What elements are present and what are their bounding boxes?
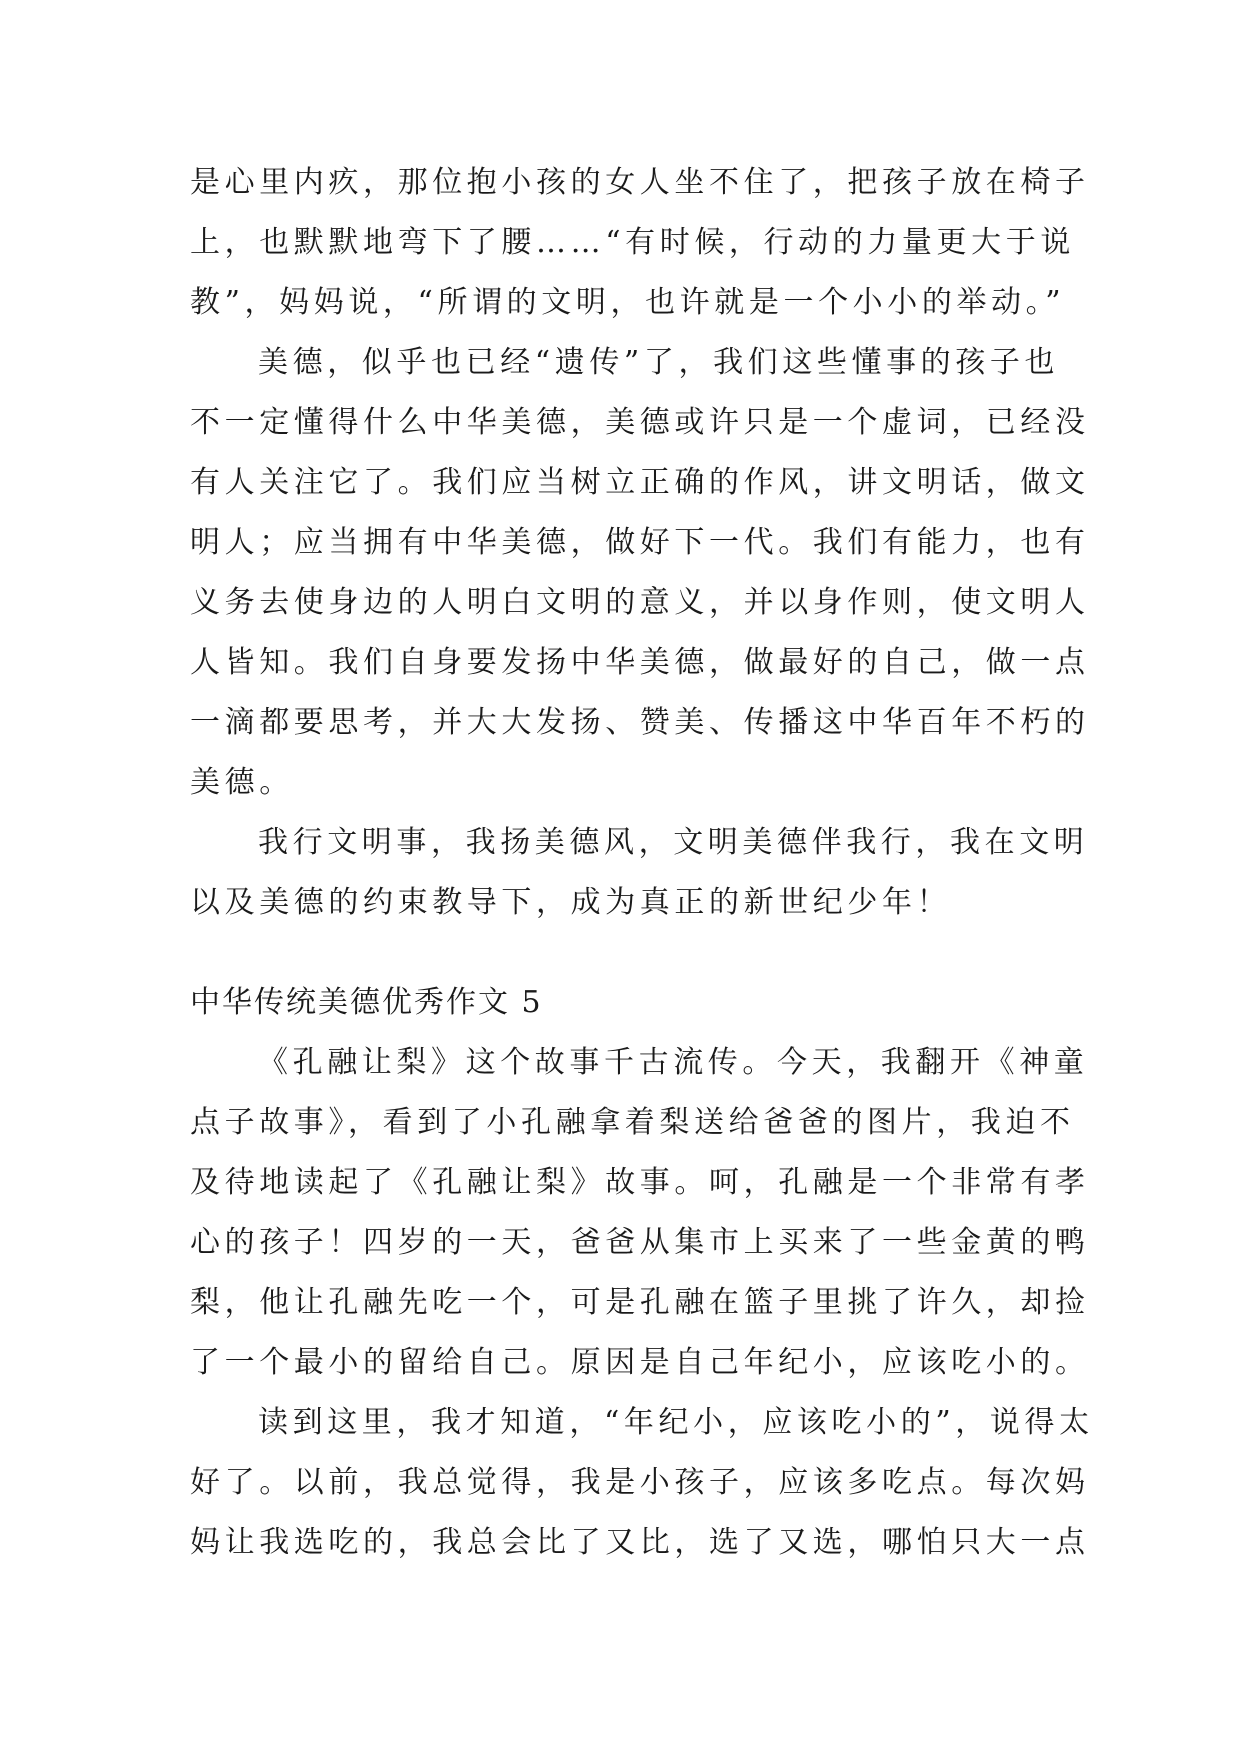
text-line: 点子故事》，看到了小孔融拿着梨送给爸爸的图片，我迫不 <box>190 1105 1075 1140</box>
text-line: 有人关注它了。我们应当树立正确的作风，讲文明话，做文 <box>190 465 1090 500</box>
text-line: 一滴都要思考，并大大发扬、赞美、传播这中华百年不朽的 <box>190 705 1090 740</box>
text-line: 以及美德的约束教导下，成为真正的新世纪少年！ <box>190 885 952 920</box>
text-line: 教”，妈妈说，“所谓的文明，也许就是一个小小的举动。” <box>190 285 1066 320</box>
text-line: 人皆知。我们自身要发扬中华美德，做最好的自己，做一点 <box>190 645 1090 680</box>
text-line: 是心里内疚，那位抱小孩的女人坐不住了，把孩子放在椅子 <box>190 165 1090 200</box>
text-line: 不一定懂得什么中华美德，美德或许只是一个虚词，已经没 <box>190 405 1090 440</box>
text-line: 明人；应当拥有中华美德，做好下一代。我们有能力，也有 <box>190 525 1090 560</box>
text-line: 了一个最小的留给自己。原因是自己年纪小，应该吃小的。 <box>190 1345 1090 1380</box>
text-line: 心的孩子！四岁的一天，爸爸从集市上买来了一些金黄的鸭 <box>190 1225 1090 1260</box>
text-line: 及待地读起了《孔融让梨》故事。呵，孔融是一个非常有孝 <box>190 1165 1090 1200</box>
text-line: 美德。 <box>190 765 294 800</box>
text-line: 义务去使身边的人明白文明的意义，并以身作则，使文明人 <box>190 585 1090 620</box>
paragraph-start-line: 读到这里，我才知道，“年纪小，应该吃小的”，说得太 <box>258 1405 1094 1440</box>
text-line: 梨，他让孔融先吃一个，可是孔融在篮子里挑了许久，却捡 <box>190 1285 1090 1320</box>
text-line: 上，也默默地弯下了腰……“有时候，行动的力量更大于说 <box>190 225 1075 260</box>
paragraph-start-line: 《孔融让梨》这个故事千古流传。今天，我翻开《神童 <box>258 1045 1089 1080</box>
text-line: 妈让我选吃的，我总会比了又比，选了又选，哪怕只大一点 <box>190 1525 1090 1560</box>
section-heading: 中华传统美德优秀作文 5 <box>190 985 543 1020</box>
text-line: 好了。以前，我总觉得，我是小孩子，应该多吃点。每次妈 <box>190 1465 1090 1500</box>
paragraph-start-line: 美德，似乎也已经“遗传”了，我们这些懂事的孩子也 <box>258 345 1060 380</box>
paragraph-start-line: 我行文明事，我扬美德风，文明美德伴我行，我在文明 <box>258 825 1089 860</box>
